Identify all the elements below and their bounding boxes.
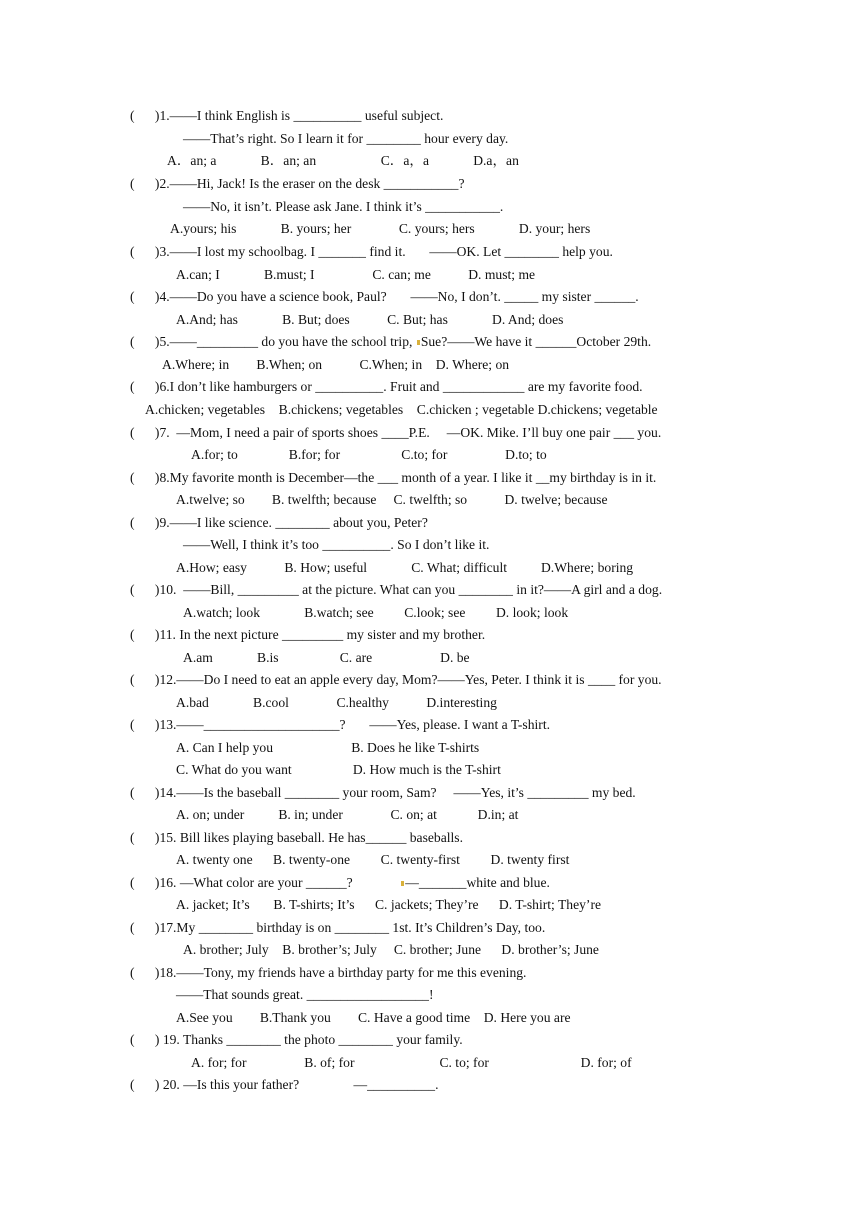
question-15-stem: ( )15. Bill likes playing baseball. He has______ baseballs. <box>130 830 463 845</box>
question-2-stem-reply: ——No, it isn’t. Please ask Jane. I think it’s ___________. <box>183 199 504 214</box>
question-20-stem: ( ) 20. —Is this your father? —__________. <box>130 1077 439 1092</box>
question-16-stem <box>130 875 550 891</box>
question-1-stem: ( )1.——I think English is __________ useful subject. <box>130 108 444 123</box>
question-6-stem: ( )6.I don’t like hamburgers or __________. Fruit and ____________ are my favorite food. <box>130 379 643 394</box>
question-1-stem-reply: ——That’s right. So I learn it for ________ hour every day. <box>183 131 509 146</box>
highlight-mark-icon <box>401 881 404 886</box>
question-14-options: A. on; under B. in; under C. on; at D.in; at <box>176 807 519 822</box>
question-18-stem-reply: ——That sounds great. __________________! <box>176 987 434 1002</box>
question-10-options: A.watch; look B.watch; see C.look; see D. look; look <box>183 605 569 620</box>
question-7-stem: ( )7. —Mom, I need a pair of sports shoes ____P.E. —OK. Mike. I’ll buy one pair ___ you. <box>130 425 662 440</box>
question-13-options-row-2: C. What do you want D. How much is the T-shirt <box>176 762 501 777</box>
question-5-stem-part-a: ( )5.——_________ do you have the school trip, <box>130 334 416 349</box>
question-3-stem: ( )3.——I lost my schoolbag. I _______ find it. ——OK. Let ________ help you. <box>130 244 613 259</box>
question-13-options-row-1: A. Can I help you B. Does he like T-shirts <box>176 740 480 755</box>
question-16-stem-part-a: ( )16. —What color are your ______? <box>130 875 401 890</box>
question-4-options: A.And; has B. But; does C. But; has D. And; does <box>176 312 564 327</box>
question-5-stem <box>130 334 651 350</box>
question-19-stem: ( ) 19. Thanks ________ the photo ________ your family. <box>130 1032 463 1047</box>
question-9-stem-reply: ——Well, I think it’s too __________. So I don’t like it. <box>183 537 490 552</box>
question-13-stem: ( )13.——____________________? ——Yes, please. I want a T-shirt. <box>130 717 550 732</box>
question-14-stem: ( )14.——Is the baseball ________ your room, Sam? ——Yes, it’s _________ my bed. <box>130 785 636 800</box>
question-7-options: A.for; to B.for; for C.to; for D.to; to <box>191 447 547 462</box>
question-9-stem: ( )9.——I like science. ________ about you, Peter? <box>130 515 428 530</box>
question-5-options: A.Where; in B.When; on C.When; in D. Where; on <box>162 357 510 372</box>
highlight-mark-icon <box>417 340 420 345</box>
question-11-options: A.am B.is C. are D. be <box>183 650 470 665</box>
question-10-stem: ( )10. ——Bill, _________ at the picture. What can you ________ in it?——A girl and a dog. <box>130 582 663 597</box>
question-5-stem-part-b: Sue?——We have it ______October 29th. <box>420 334 652 349</box>
question-19-options: A. for; for B. of; for C. to; for D. for; of <box>191 1055 632 1070</box>
question-3-options: A.can; I B.must; I C. can; me D. must; me <box>176 267 536 282</box>
question-8-options: A.twelve; so B. twelfth; because C. twelfth; so D. twelve; because <box>176 492 608 507</box>
question-12-options: A.bad B.cool C.healthy D.interesting <box>176 695 497 710</box>
question-17-options: A. brother; July B. brother’s; July C. brother; June D. brother’s; June <box>183 942 599 957</box>
question-2-stem: ( )2.——Hi, Jack! Is the eraser on the desk ___________? <box>130 176 465 191</box>
question-11-stem: ( )11. In the next picture _________ my sister and my brother. <box>130 627 486 642</box>
question-2-options: A.yours; his B. yours; her C. yours; hers D. your; hers <box>170 221 591 236</box>
question-18-stem: ( )18.——Tony, my friends have a birthday party for me this evening. <box>130 965 527 980</box>
question-4-stem: ( )4.——Do you have a science book, Paul? ——No, I don’t. _____ my sister ______. <box>130 289 639 304</box>
question-1-options: A．an; a B．an; an C．a，a D.a，an <box>167 153 519 168</box>
question-16-stem-part-b: —_______white and blue. <box>405 875 550 890</box>
question-18-options: A.See you B.Thank you C. Have a good time D. Here you are <box>176 1010 571 1025</box>
question-16-options: A. jacket; It’s B. T-shirts; It’s C. jackets; They’re D. T-shirt; They’re <box>176 897 602 912</box>
question-6-options: A.chicken; vegetables B.chickens; vegetables C.chicken ; vegetable D.chickens; vegetable <box>145 402 658 417</box>
question-9-options: A.How; easy B. How; useful C. What; difficult D.Where; boring <box>176 560 634 575</box>
question-8-stem: ( )8.My favorite month is December—the ___ month of a year. I like it __my birthday is in it. <box>130 470 657 485</box>
question-15-options: A. twenty one B. twenty-one C. twenty-first D. twenty first <box>176 852 570 867</box>
question-17-stem: ( )17.My ________ birthday is on ________ 1st. It’s Children’s Day, too. <box>130 920 546 935</box>
question-12-stem: ( )12.——Do I need to eat an apple every day, Mom?——Yes, Peter. I think it is ____ for you. <box>130 672 662 687</box>
